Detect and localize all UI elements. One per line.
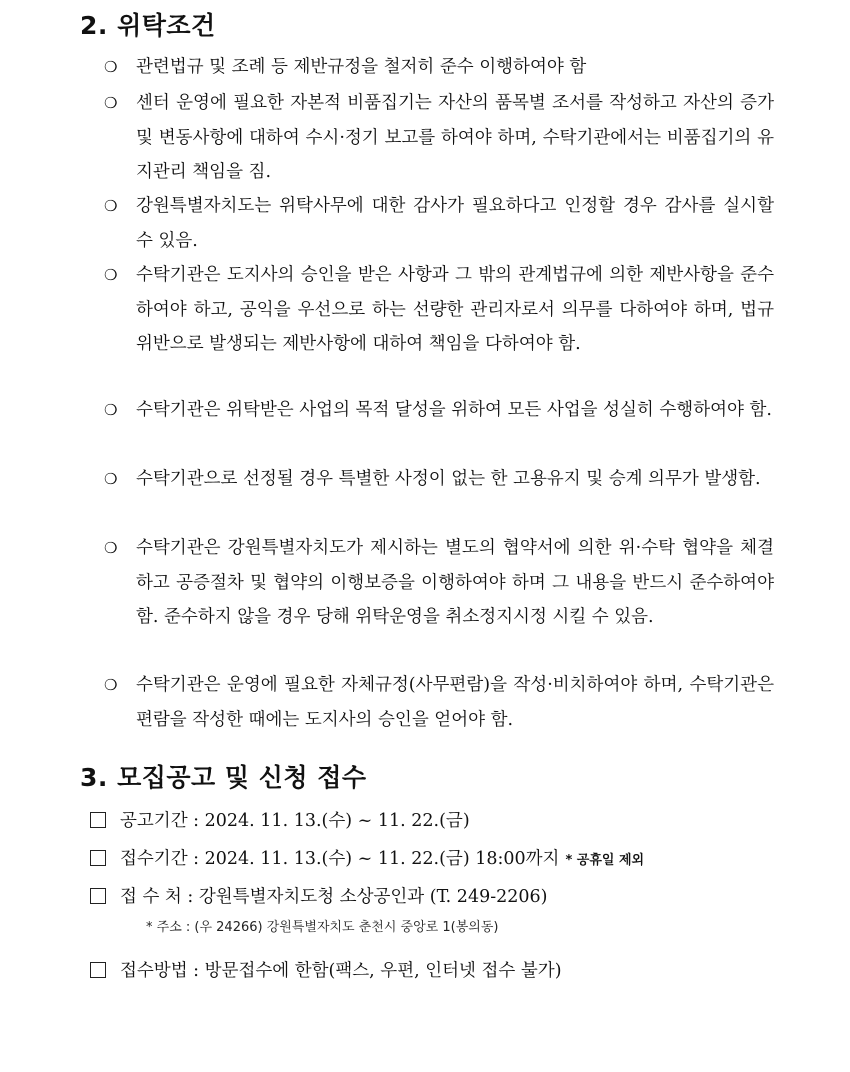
list-item bbox=[104, 668, 774, 737]
square-bullet-icon bbox=[90, 962, 106, 978]
notice-period-text: 공고기간 : 2024. 11. 13.(수) ~ 11. 22.(금) bbox=[120, 811, 470, 831]
holiday-note: * 공휴일 제외 bbox=[565, 853, 645, 868]
list-item bbox=[104, 50, 774, 85]
list-item-text: 관련법규 및 조례 등 제반규정을 철저히 준수 이행하여야 함 bbox=[136, 57, 587, 77]
list-item bbox=[104, 258, 774, 362]
circle-bullet-icon: ❍ bbox=[104, 539, 118, 557]
circle-bullet-icon: ❍ bbox=[104, 470, 118, 488]
circle-bullet-icon: ❍ bbox=[104, 676, 118, 694]
square-bullet-icon bbox=[90, 888, 106, 904]
list-item bbox=[104, 531, 774, 635]
receipt-method bbox=[90, 956, 562, 986]
receipt-period-text: 접수기간 : 2024. 11. 13.(수) ~ 11. 22.(금) 18:00까지 bbox=[120, 849, 560, 869]
list-item-text: 수탁기관은 강원특별자치도가 제시하는 별도의 협약서에 의한 위·수탁 협약을 체결하고 공증절차 및 협약의 이행보증을 이행하여야 하며 그 내용을 반드시 준수하여야 함. 준수하지 않을 경우 당해 위탁운영을 취소정지시정 시킬 수 있음. bbox=[136, 538, 774, 627]
circle-bullet-icon: ❍ bbox=[104, 58, 118, 76]
receipt-method-text: 접수방법 : 방문접수에 한함(팩스, 우편, 인터넷 접수 불가) bbox=[120, 961, 562, 981]
list-item bbox=[104, 189, 774, 258]
circle-bullet-icon: ❍ bbox=[104, 197, 118, 215]
list-item bbox=[104, 393, 774, 428]
list-item-text: 센터 운영에 필요한 자본적 비품집기는 자산의 품목별 조서를 작성하고 자산의 증가 및 변동사항에 대하여 수시·정기 보고를 하여야 하며, 수탁기관에서는 비품집기의 유지관리 책임을 짐. bbox=[136, 93, 774, 182]
receipt-place-text: 접 수 처 : 강원특별자치도청 소상공인과 (T. 249-2206) bbox=[120, 887, 548, 907]
address-note: * 주소 : (우 24266) 강원특별자치도 춘천시 중앙로 1(봉의동) bbox=[146, 920, 499, 935]
circle-bullet-icon: ❍ bbox=[104, 401, 118, 419]
section-2-title: 2. 위탁조건 bbox=[80, 11, 216, 40]
list-item-text: 수탁기관은 도지사의 승인을 받은 사항과 그 밖의 관계법규에 의한 제반사항을 준수하여야 하고, 공익을 우선으로 하는 선량한 관리자로서 의무를 다하여야 하며, 법규 위반으로 발생되는 제반사항에 대하여 책임을 다하여야 함. bbox=[136, 265, 774, 354]
receipt-period bbox=[90, 844, 644, 876]
section-3-title: 3. 모집공고 및 신청 접수 bbox=[80, 763, 367, 792]
square-bullet-icon bbox=[90, 850, 106, 866]
receipt-place bbox=[90, 882, 547, 912]
circle-bullet-icon: ❍ bbox=[104, 94, 118, 112]
square-bullet-icon bbox=[90, 812, 106, 828]
list-item-text: 수탁기관은 운영에 필요한 자체규정(사무편람)을 작성·비치하여야 하며, 수탁기관은 편람을 작성한 때에는 도지사의 승인을 얻어야 함. bbox=[136, 675, 774, 730]
circle-bullet-icon: ❍ bbox=[104, 266, 118, 284]
notice-period bbox=[90, 806, 470, 836]
list-item-text: 수탁기관으로 선정될 경우 특별한 사정이 없는 한 고용유지 및 승계 의무가 발생함. bbox=[136, 469, 761, 489]
list-item-text: 수탁기관은 위탁받은 사업의 목적 달성을 위하여 모든 사업을 성실히 수행하여야 함. bbox=[136, 400, 772, 420]
list-item-text: 강원특별자치도는 위탁사무에 대한 감사가 필요하다고 인정할 경우 감사를 실시할 수 있음. bbox=[136, 196, 774, 251]
list-item bbox=[104, 86, 774, 190]
list-item bbox=[104, 462, 774, 497]
